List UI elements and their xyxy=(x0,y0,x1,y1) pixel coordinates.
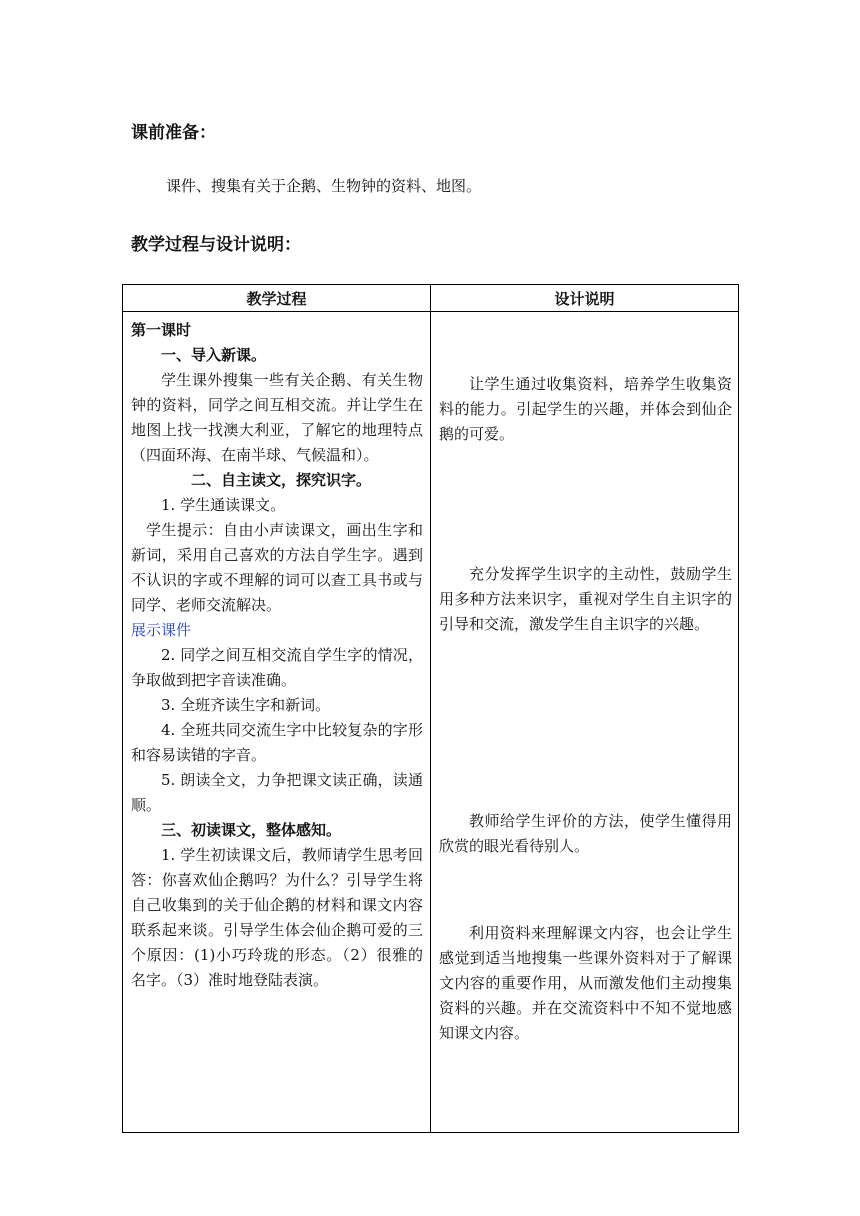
note-4: 利用资料来理解课文内容，也会让学生感觉到适当地搜集一些课外资料对于了解课文内容的重要作用，从而激发他们主动搜集资料的兴趣。并在交流资料中不知不觉地感知课文内容。 xyxy=(439,924,732,1042)
section-2-item-1: 1. 学生通读课文。 xyxy=(161,496,286,514)
col-header-process: 教学过程 xyxy=(123,285,431,312)
col-header-notes: 设计说明 xyxy=(431,285,739,312)
process-cell xyxy=(123,312,431,1133)
note-1: 让学生通过收集资料，培养学生收集资料的能力。引起学生的兴趣，并体会到仙企鹅的可爱。 xyxy=(439,375,732,443)
table-header-row xyxy=(123,285,739,312)
note-3: 教师给学生评价的方法，使学生懂得用欣赏的眼光看待别人。 xyxy=(439,812,732,855)
section-2-item-3: 3. 全班齐读生字和新词。 xyxy=(161,696,331,714)
section-2-tip: 学生提示：自由小声读课文，画出生字和新词，采用自己喜欢的方法自学生字。遇到不认识的字或不理解的词可以查工具书或与同学、老师交流解决。 xyxy=(131,521,423,614)
section-2-item-4: 4. 全班共同交流生字中比较复杂的字形和容易读错的字音。 xyxy=(131,721,423,764)
note-2: 充分发挥学生识字的主动性，鼓励学生用多种方法来识字，重视对学生自主识字的引导和交流，激发学生自主识字的兴趣。 xyxy=(439,565,732,633)
prep-heading: 课前准备： xyxy=(131,123,216,143)
section-1-title: 一、导入新课。 xyxy=(161,346,267,364)
section-1-text: 学生课外搜集一些有关企鹅、有关生物钟的资料，同学之间互相交流。并让学生在地图上找一找澳大利亚，了解它的地理特点（四面环海、在南半球、气候温和）。 xyxy=(131,371,423,464)
section-2-item-5: 5. 朗读全文，力争把课文读正确，读通顺。 xyxy=(131,771,423,814)
notes-cell xyxy=(431,312,739,1133)
lesson-table xyxy=(122,284,739,1133)
lesson-title: 第一课时 xyxy=(131,321,192,339)
section-2-item-2: 2. 同学之间互相交流自学生字的情况，争取做到把字音读准确。 xyxy=(131,646,423,689)
show-courseware-link[interactable]: 展示课件 xyxy=(131,621,192,639)
section-3-title: 三、初读课文，整体感知。 xyxy=(161,821,342,839)
prep-text: 课件、搜集有关于企鹅、生物钟的资料、地图。 xyxy=(166,177,482,195)
process-heading: 教学过程与设计说明： xyxy=(131,235,301,255)
section-3-item-1: 1. 学生初读课文后，教师请学生思考回答：你喜欢仙企鹅吗？为什么？引导学生将自己收集到的关于仙企鹅的材料和课文内容联系起来谈。引导学生体会仙企鹅可爱的三个原因：(1)小巧玲珑的形态。（2）很雅的名字。（3）准时地登陆表演。 xyxy=(131,846,423,989)
table-body-row xyxy=(123,312,739,1133)
section-2-title: 二、自主读文，探究识字。 xyxy=(191,471,372,489)
